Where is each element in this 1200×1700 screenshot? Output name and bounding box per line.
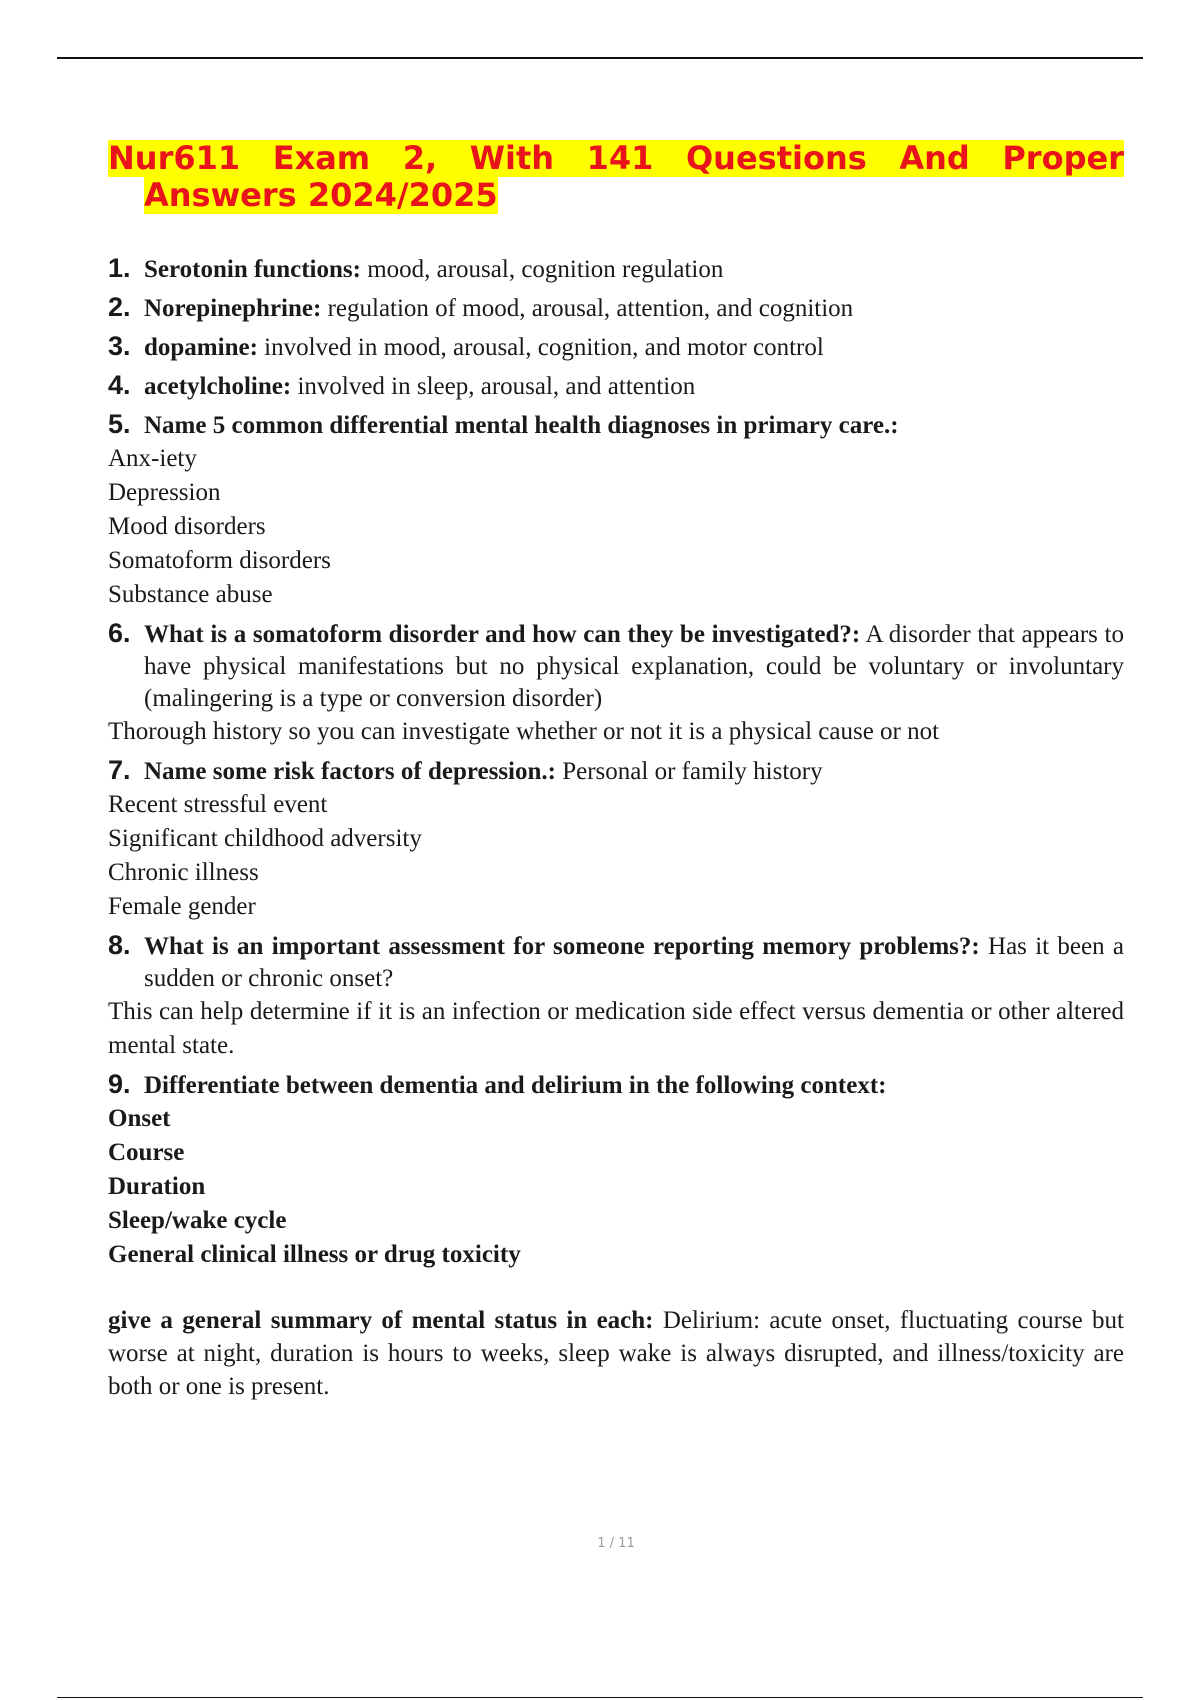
answer-line: Depression [108,479,221,506]
question-row [108,408,1124,442]
answer-text: Has it been a sudden or chronic onset? [144,933,1124,992]
answer-line: Recent stressful event [108,791,328,818]
title-line-2: Answers 2024/2025 [144,176,498,214]
answer-line: General clinical illness or drug toxicity [108,1241,521,1268]
question-number: 6. [108,618,131,648]
question-item [108,617,1124,749]
answer-text: mood, arousal, cognition regulation [360,256,724,283]
title-word: 2, [402,139,438,177]
question-number: 4. [108,370,131,400]
answer-text: Personal or family history [555,758,823,785]
question-item [108,291,1124,325]
question-number: 5. [108,409,131,439]
document-title [108,140,1124,214]
answer-line: Anx-iety [108,445,197,472]
page-number: 1 / 11 [597,1536,635,1551]
document-body [108,140,1124,1403]
question-item [108,408,1124,612]
answer-text: regulation of mood, arousal, attention, and cognition [321,295,854,322]
answer-line: Female gender [108,893,256,920]
title-word: And [899,139,970,177]
answer-line: Significant childhood adversity [108,825,422,852]
answer-text: involved in mood, arousal, cognition, and motor control [257,334,824,361]
summary-paragraph [108,1304,1124,1403]
question-text: Serotonin functions: [144,256,361,283]
question-list [108,252,1124,1272]
answer-line: Course [108,1139,185,1166]
answer-line: Chronic illness [108,859,259,886]
question-row [108,617,1124,715]
answer-text: A disorder that appears to have physical manifestations but no physical explanation, could be voluntary or involuntary (malingering is a type or conversion disorder) [144,621,1124,712]
question-number: 3. [108,331,131,361]
question-text: Norepinephrine: [144,295,322,322]
question-item [108,929,1124,1063]
title-word: Questions [685,139,867,177]
answer-text: involved in sleep, arousal, and attention [291,373,696,400]
question-text: acetylcholine: [144,373,292,400]
question-item [108,252,1124,286]
question-row [108,252,1124,286]
question-text: Name 5 common differential mental health diagnoses in primary care.: [144,412,899,439]
question-row [108,291,1124,325]
question-row [108,754,1124,788]
answer-line: Thorough history so you can investigate whether or not it is a physical cause or not [108,718,940,745]
question-text: What is an important assessment for someone reporting memory problems?: [144,933,980,960]
top-rule [57,57,1143,59]
question-text: dopamine: [144,334,258,361]
question-text: Name some risk factors of depression.: [144,758,556,785]
question-item [108,754,1124,924]
answer-line: Somatoform disorders [108,547,331,574]
bottom-rule [57,1697,1143,1698]
question-item [108,1068,1124,1272]
summary-question: give a general summary of mental status in each: [108,1307,654,1334]
question-row [108,1068,1124,1102]
title-word: 141 [586,139,654,177]
answer-line: Sleep/wake cycle [108,1207,287,1234]
answer-line: Substance abuse [108,581,273,608]
question-item [108,330,1124,364]
title-word: Exam [272,139,371,177]
question-text: Differentiate between dementia and delirium in the following context: [144,1072,887,1099]
question-text: What is a somatoform disorder and how can they be investigated?: [144,621,861,648]
question-number: 2. [108,292,131,322]
title-word: With [469,139,555,177]
answer-line: This can help determine if it is an infection or medication side effect versus dementia or other altered mental state. [108,998,1124,1059]
answer-line: Onset [108,1105,171,1132]
title-line-1 [108,140,1124,177]
question-number: 7. [108,755,131,785]
question-row [108,330,1124,364]
answer-line: Mood disorders [108,513,266,540]
question-number: 1. [108,253,131,283]
question-row [108,369,1124,403]
question-number: 9. [108,1069,131,1099]
question-number: 8. [108,930,131,960]
title-word: Proper [1002,139,1124,177]
summary-answer: Delirium: acute onset, fluctuating course but worse at night, duration is hours to weeks, sleep wake is always disrupted, and illness/toxicity are both or one is present. [108,1307,1125,1400]
question-row [108,929,1124,995]
question-item [108,369,1124,403]
title-word: Nur611 [108,139,241,177]
answer-line: Duration [108,1173,206,1200]
